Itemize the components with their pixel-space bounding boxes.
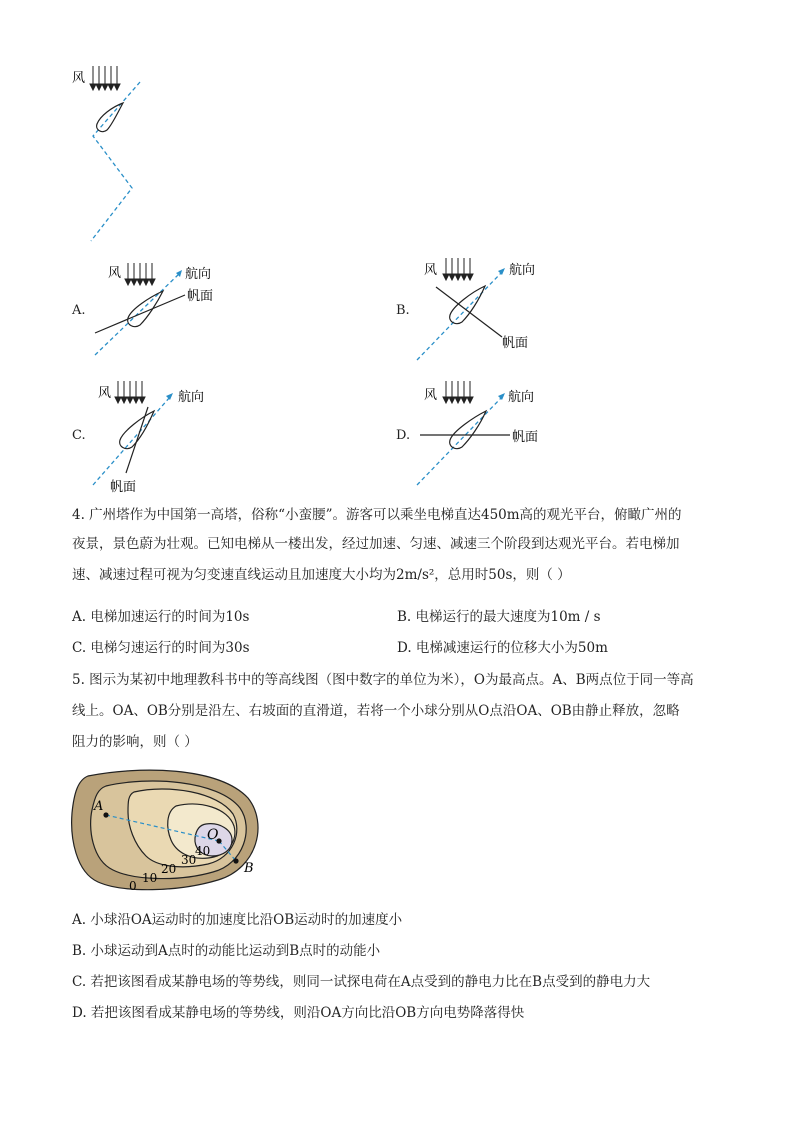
sail-label: 帆面 (110, 480, 137, 495)
option-c-label: C. (72, 428, 86, 443)
boat-icon (97, 103, 123, 132)
sail-line (126, 407, 148, 473)
heading-label: 航向 (185, 267, 212, 282)
figure-d (412, 375, 572, 495)
label-b: B (244, 861, 254, 876)
boat-icon (450, 411, 486, 449)
label-a: A (94, 799, 104, 814)
option-a-label: A. (72, 303, 86, 318)
wind-arrows-icon (443, 381, 473, 403)
contour-map (68, 768, 268, 898)
heading-label: 航向 (509, 263, 536, 278)
q5-option-b: B. 小球运动到A点时的动能比运动到B点时的动能小 (72, 943, 381, 959)
wind-label: 风 (424, 263, 438, 278)
q5-line-1: 5. 图示为某初中地理教科书中的等高线图（图中数字的单位为米），O为最高点。A、B两点位于同一等高 (72, 672, 694, 688)
figure-a (90, 255, 250, 365)
q5-line-3: 阻力的影响，则（ ） (72, 734, 198, 750)
sail-label: 帆面 (187, 289, 214, 304)
sail-label: 帆面 (512, 430, 539, 445)
q4-line-3: 速、减速过程可视为匀变速直线运动且加速度大小均为2m/s²，总用时50s，则（ ） (72, 567, 571, 583)
heading-label: 航向 (508, 390, 535, 405)
label-20: 20 (161, 862, 177, 876)
wind-arrows-icon (443, 258, 473, 280)
top-figure (60, 60, 160, 250)
q5-option-c: C. 若把该图看成某静电场的等势线，则同一试探电荷在A点受到的静电力比在B点受到的静电力大 (72, 974, 651, 990)
q4-option-c: C. 电梯匀速运行的时间为30s (72, 640, 250, 656)
q4-option-a: A. 电梯加速运行的时间为10s (72, 609, 250, 625)
q5-option-a: A. 小球沿OA运动时的加速度比沿OB运动时的加速度小 (72, 912, 403, 928)
heading-label: 航向 (178, 390, 205, 405)
wind-label: 风 (98, 386, 112, 401)
boat-icon (128, 291, 163, 327)
figure-c (88, 375, 248, 495)
label-30: 30 (181, 853, 197, 867)
q4-line-2: 夜景，景色蔚为壮观。已知电梯从一楼出发，经过加速、匀速、减速三个阶段到达观光平台。若电梯加 (72, 536, 680, 552)
option-d-label: D. (396, 428, 411, 443)
q4-option-d: D. 电梯减速运行的位移大小为50m (397, 640, 608, 656)
wind-arrows-icon (90, 66, 120, 90)
wind-arrows-icon (115, 381, 145, 403)
wind-arrows-icon (125, 263, 155, 285)
boat-icon (450, 286, 485, 324)
q5-line-2: 线上。OA、OB分别是沿左、右坡面的直滑道，若将一个小球分别从O点沿OA、OB由静止释放，忽略 (72, 703, 680, 719)
wind-label: 风 (72, 71, 86, 86)
figure-b (412, 252, 572, 367)
point-b (233, 858, 238, 863)
sail-label: 帆面 (502, 336, 529, 351)
label-0: 0 (129, 879, 137, 893)
boat-icon (120, 411, 154, 449)
sail-line (95, 295, 185, 333)
point-a (103, 812, 108, 817)
q4-option-b: B. 电梯运行的最大速度为10m / s (397, 609, 601, 625)
q5-option-d: D. 若把该图看成某静电场的等势线，则沿OA方向比沿OB方向电势降落得快 (72, 1005, 525, 1021)
wind-label: 风 (424, 388, 438, 403)
label-40: 40 (195, 844, 211, 858)
wind-label: 风 (108, 266, 122, 281)
label-o: O (207, 827, 219, 843)
label-10: 10 (142, 871, 158, 885)
option-b-label: B. (396, 303, 410, 318)
q4-line-1: 4. 广州塔作为中国第一高塔，俗称“小蛮腰”。游客可以乘坐电梯直达450m高的观光平台，俯瞰广州的 (72, 507, 682, 523)
